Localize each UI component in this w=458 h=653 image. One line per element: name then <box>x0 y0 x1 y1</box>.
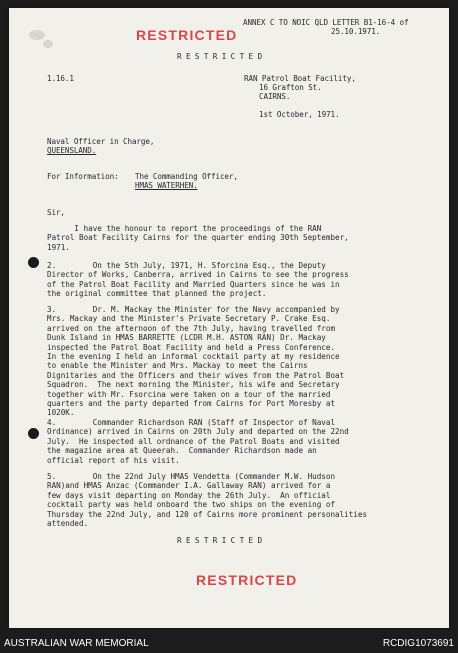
classification-footer: R E S T R I C T E D <box>177 536 262 545</box>
info-recipient-line1: The Commanding Officer, <box>135 172 238 181</box>
paragraph-line: Thursday the 22nd July, and 120 of Cairns more prominent personalities <box>47 509 368 519</box>
paragraph-line: Patrol Boat Facility Cairns for the quarter ending 30th September, <box>47 233 349 243</box>
paragraph-4 <box>47 418 427 465</box>
sender-address-line2: 16 Grafton St. <box>259 83 322 92</box>
paragraph-2 <box>47 261 427 299</box>
paragraph-line: 1971. <box>47 242 70 252</box>
annex-reference-line1: ANNEX C TO NOIC QLD LETTER B1-16-4 of <box>243 18 409 27</box>
paragraph-line: Squadron. The next morning the Minister, his wife and Secretary <box>47 380 340 390</box>
paragraph-3 <box>47 305 427 418</box>
salutation: Sir, <box>47 208 65 217</box>
footer-institution: AUSTRALIAN WAR MEMORIAL <box>4 638 149 649</box>
paragraph-line: quarters and the party departed from Cairns for Port Moresby at <box>47 399 336 409</box>
info-recipient-line2: HMAS WATERHEN. <box>135 181 198 190</box>
letter-date: 1st October, 1971. <box>259 110 340 119</box>
paragraph-line: 2. On the 5th July, 1971, H. Sforcina Esq., the Deputy <box>47 261 326 270</box>
paragraph-1 <box>47 224 427 252</box>
recipient-line1: Naval Officer in Charge, <box>47 137 155 146</box>
paragraph-line: few days visit departing on Monday the 26th July. An official <box>47 490 331 500</box>
paragraph-line: the magazine area at Queerah. Commander Richardson made an <box>47 446 317 456</box>
paragraph-line: to enable the Minister and Mrs. Mackay to meet the Cairns <box>47 361 308 371</box>
sender-address-line1: RAN Patrol Boat Facility, <box>244 74 356 83</box>
paper-mark <box>29 30 45 40</box>
restricted-stamp-bottom: RESTRICTED <box>196 572 298 588</box>
restricted-stamp-top: RESTRICTED <box>136 27 238 43</box>
paper-mark <box>43 40 53 48</box>
paragraph-line: Director of Works, Canberra, arrived in Cairns to see the progress <box>47 270 349 280</box>
paragraph-line: Ordinance) arrived in Cairns on 20th July and departed on the 22nd <box>47 427 349 437</box>
info-label: For Information: <box>47 172 119 181</box>
paragraph-line: 4. Commander Richardson RAN (Staff of Inspector of Naval <box>47 418 336 427</box>
paragraph-line: I have the honour to report the proceedings of the RAN <box>47 224 322 233</box>
paragraph-line: 3. Dr. M. Mackay the Minister for the Navy accompanied by <box>47 305 340 314</box>
paragraph-line: July. He inspected all ordnance of the Patrol Boats and visited <box>47 436 340 446</box>
paragraph-line: 5. On the 22nd July HMAS Vendetta (Commander M.W. Hudson <box>47 472 336 481</box>
paragraph-line: Dunk Island in HMAS BARRETTE (LCDR M.H. ASTON RAN) Dr. Mackay <box>47 333 326 343</box>
archive-footer <box>0 636 458 653</box>
paragraph-line: inspected the Patrol Boat Facility and held a Press Conference. <box>47 342 336 352</box>
paragraph-line: In the evening I held an informal cocktail party at my residence <box>47 352 340 362</box>
paragraph-line: attended. <box>47 519 89 529</box>
paragraph-line: arrived on the afternoon of the 7th July, having travelled from <box>47 323 336 333</box>
document-page <box>9 8 449 628</box>
paragraph-line: the original committee that planned the project. <box>47 289 267 299</box>
footer-record-id: RCDIG1073691 <box>382 638 454 649</box>
paragraph-line: RAN)and HMAS Anzac (Commander I.A. Gallaway RAN) arrived for a <box>47 481 331 491</box>
recipient-line2: QUEENSLAND. <box>47 146 97 155</box>
paragraph-line: cocktail party was held onboard the two ships on the evening of <box>47 500 336 510</box>
paragraph-line: Dignitaries and the Officers and their wives from the Patrol Boat <box>47 370 345 380</box>
paragraph-line: of the Patrol Boat Facility and Married Quarters since he was in <box>47 279 340 289</box>
paragraph-line: Mrs. Mackay and the Minister's Private Secretary P. Crake Esq. <box>47 314 331 324</box>
sender-address-line3: CAIRNS. <box>259 92 291 101</box>
file-reference: 1.16.1 <box>47 74 74 83</box>
paragraph-line: official report of his visit. <box>47 455 180 465</box>
paragraph-5 <box>47 472 427 528</box>
paragraph-line: 1020K. <box>47 408 75 418</box>
paragraph-line: together with Mr. Fsorcina were taken on a tour of the married <box>47 389 331 399</box>
punch-hole <box>28 257 39 268</box>
punch-hole <box>28 428 39 439</box>
annex-reference-line2: 25.10.1971. <box>331 27 381 36</box>
classification-header: R E S T R I C T E D <box>177 52 262 61</box>
